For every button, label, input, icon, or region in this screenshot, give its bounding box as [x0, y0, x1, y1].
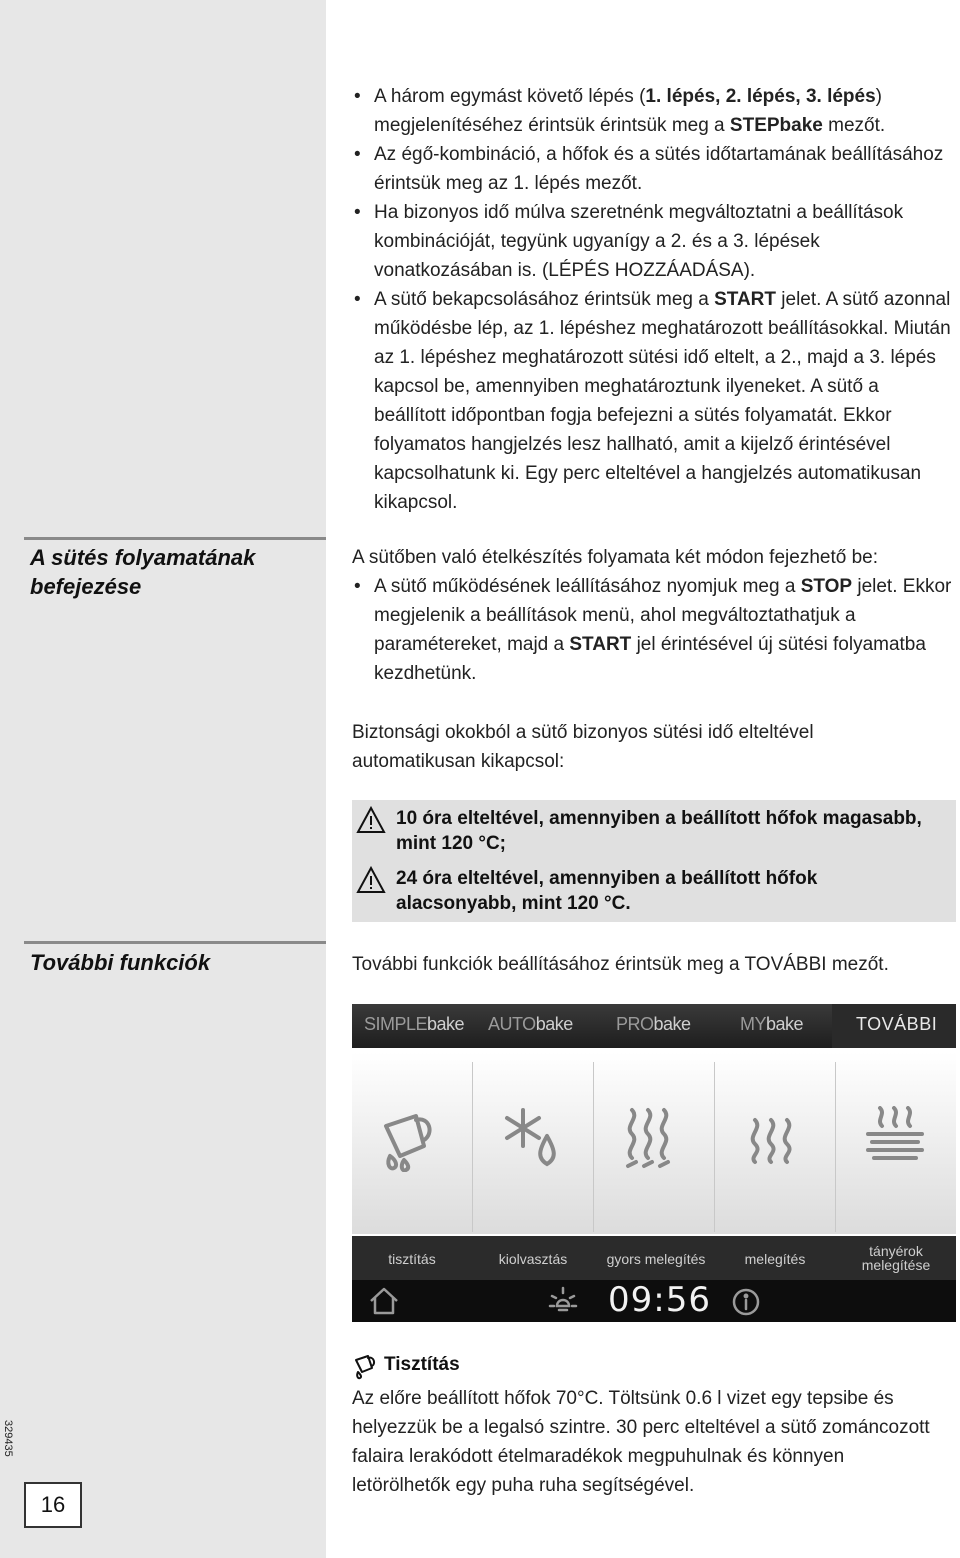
sidebar: [0, 0, 326, 1558]
warning-text: 24 óra elteltével, amennyiben a beállított hőfok alacsonyabb, mint 120 °C.: [396, 868, 818, 914]
mode-tabbar: [352, 1004, 956, 1048]
function-label-bar: [352, 1236, 956, 1280]
plate-warming-icon: [864, 1106, 928, 1172]
tab-probake[interactable]: PRObake: [616, 1014, 691, 1034]
warning-box: [352, 800, 956, 922]
section-title-line: A sütés folyamatának: [30, 545, 256, 570]
cleaning-paragraph: Az előre beállított hőfok 70°C. Töltsünk 0.6 l vizet egy tepsibe és helyezzük be a legalsó szintre. 30 perc elteltével a sütő zománcozott falaira lerakódott ételmaradékok megpuhulnak és könnyen letörölhetők egy puha ruha segítségével.: [352, 1388, 930, 1496]
document-code: 329435: [2, 1420, 14, 1457]
home-icon[interactable]: [368, 1286, 400, 1316]
function-label-line: melegítése: [861, 1257, 931, 1273]
function-label[interactable]: gyors melegítés: [606, 1251, 706, 1267]
warning-icon: [356, 806, 386, 834]
extra-functions-paragraph: További funkciók beállításához érintsük meg a TOVÁBBI mezőt.: [352, 954, 889, 975]
section-divider: [24, 537, 326, 540]
warning-icon: [356, 866, 386, 894]
cleaning-icon: [380, 1106, 444, 1172]
function-label[interactable]: melegítés: [744, 1251, 806, 1267]
paragraph: A sütőben való ételkészítés folyamata két módon fejezhető be:: [352, 547, 878, 568]
info-icon[interactable]: [732, 1288, 760, 1316]
cleaning-title: Tisztítás: [384, 1354, 460, 1375]
tab-autobake[interactable]: AUTObake: [488, 1014, 573, 1034]
warning-text: 10 óra elteltével, amennyiben a beállított hőfok magasabb, mint 120 °C;: [396, 808, 922, 854]
page-number: 16: [24, 1482, 82, 1528]
section-title-extra: További funkciók: [30, 950, 211, 975]
function-heating[interactable]: [715, 1052, 835, 1234]
clock: 09:56: [608, 1280, 711, 1320]
function-label[interactable]: kiolvasztás: [498, 1251, 568, 1267]
status-bar: [352, 1280, 956, 1322]
function-defrost[interactable]: [473, 1052, 593, 1234]
function-label[interactable]: [836, 1244, 956, 1272]
step-instructions: [352, 82, 952, 517]
tab-tovabbi[interactable]: TOVÁBBI: [832, 1004, 956, 1048]
list-item: • Az égő-kombináció, a hőfok és a sütés időtartamának beállításához érintsük meg az 1. lépés mezőt.: [354, 144, 944, 194]
cleaning-heading: [352, 1352, 652, 1382]
list-item: • A sütő működésének leállításához nyomjuk meg a STOP jelet. Ekkor megjelenik a beállítások menü, ahol megváltoztathatjuk a paramétereket, majd a START jel érintésével új sütési folyamatba kezdhetünk.: [354, 576, 952, 684]
cleaning-icon: [352, 1352, 380, 1380]
function-icon-panel: [352, 1052, 956, 1234]
tab-mybake[interactable]: MYbake: [740, 1014, 804, 1034]
function-label[interactable]: tisztítás: [388, 1251, 436, 1267]
function-label-line: tányérok: [869, 1243, 923, 1259]
list-item: • A sütő bekapcsolásához érintsük meg a START jelet. A sütő azonnal működésbe lép, az 1. lépéshez meghatározott beállításokkal. Miután az 1. lépéshez meghatározott sütési idő eltelt, a 2., majd a 3. lépés kapcsol be, amennyiben meghatároztunk ilyeneket. A sütő a beállított időpontban fogja befejezni a sütés folyamatát. Ekkor folyamatos hangjelzés lesz hallható, amit a kijelző érintésével kapcsolhatunk ki. Egy perc elteltével a hangjelzés automatikusan kikapcsol.: [354, 289, 951, 513]
function-cleaning[interactable]: [352, 1052, 472, 1234]
ending-instructions: [352, 543, 952, 688]
lamp-icon[interactable]: [548, 1286, 578, 1316]
safety-paragraph: Biztonsági okokból a sütő bizonyos sütési idő elteltével automatikusan kikapcsol:: [352, 722, 814, 772]
tab-simplebake[interactable]: SIMPLEbake: [364, 1014, 465, 1034]
defrost-icon: [501, 1106, 565, 1172]
heating-icon: [743, 1106, 807, 1172]
function-fast-heating[interactable]: [594, 1052, 714, 1234]
list-item: • A három egymást követő lépés (1. lépés, 2. lépés, 3. lépés) megjelenítéséhez érintsük érintsük meg a STEPbake mezőt.: [354, 86, 886, 136]
fast-heating-icon: [622, 1106, 686, 1172]
oven-display: [352, 1004, 956, 1322]
function-plate-warming[interactable]: [836, 1052, 956, 1234]
section-divider: [24, 941, 326, 944]
section-title-line: befejezése: [30, 574, 142, 599]
list-item: • Ha bizonyos idő múlva szeretnénk megváltoztatni a beállítások kombinációját, tegyünk ugyanígy a 2. és a 3. lépések vonatkozásában is. (LÉPÉS HOZZÁADÁSA).: [354, 202, 904, 281]
section-title-ending: [30, 543, 310, 601]
